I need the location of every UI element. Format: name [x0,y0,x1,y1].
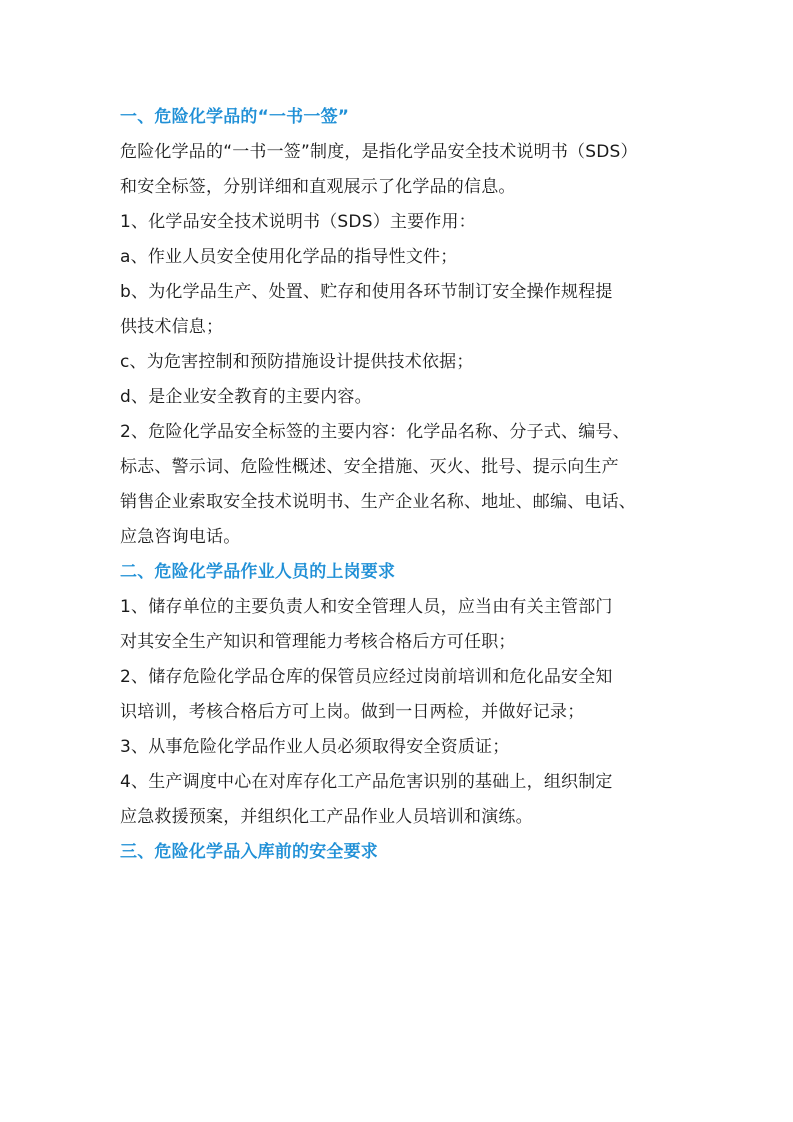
paragraph-line: 1、化学品安全技术说明书（SDS）主要作用： [120,212,476,232]
paragraph-line: d、是企业安全教育的主要内容。 [120,387,372,407]
paragraph-line: 3、从事危险化学品作业人员必须取得安全资质证； [120,737,510,757]
paragraph-line: 危险化学品的“一书一签”制度，是指化学品安全技术说明书（SDS） [120,142,638,162]
section-heading: 三、危险化学品入库前的安全要求 [120,842,378,862]
paragraph-line: b、为化学品生产、处置、贮存和使用各环节制订安全操作规程提 [120,282,613,302]
section-heading: 一、危险化学品的“一书一签” [120,107,350,127]
paragraph-line: 应急救援预案，并组织化工产品作业人员培训和演练。 [120,807,533,827]
document-body [120,100,690,870]
paragraph-line: 2、危险化学品安全标签的主要内容：化学品名称、分子式、编号、 [120,422,630,442]
paragraph-line: 2、储存危险化学品仓库的保管员应经过岗前培训和危化品安全知 [120,667,613,687]
paragraph-line: 供技术信息； [120,317,224,337]
section-1 [120,100,690,555]
paragraph-line: a、作业人员安全使用化学品的指导性文件； [120,247,458,267]
paragraph-line: 标志、警示词、危险性概述、安全措施、灭火、批号、提示向生产 [120,457,619,477]
paragraph-line: 销售企业索取安全技术说明书、生产企业名称、地址、邮编、电话、 [120,492,636,512]
section-3 [120,835,690,870]
paragraph-line: 对其安全生产知识和管理能力考核合格后方可任职； [120,632,516,652]
section-heading: 二、危险化学品作业人员的上岗要求 [120,562,396,582]
paragraph-line: 4、生产调度中心在对库存化工产品危害识别的基础上，组织制定 [120,772,613,792]
paragraph-line: 1、储存单位的主要负责人和安全管理人员，应当由有关主管部门 [120,597,613,617]
paragraph-line: 识培训，考核合格后方可上岗。做到一日两检，并做好记录； [120,702,585,722]
paragraph-line: 应急咨询电话。 [120,527,241,547]
paragraph-line: c、为危害控制和预防措施设计提供技术依据； [120,352,474,372]
paragraph-line: 和安全标签，分别详细和直观展示了化学品的信息。 [120,177,516,197]
section-2 [120,555,690,835]
